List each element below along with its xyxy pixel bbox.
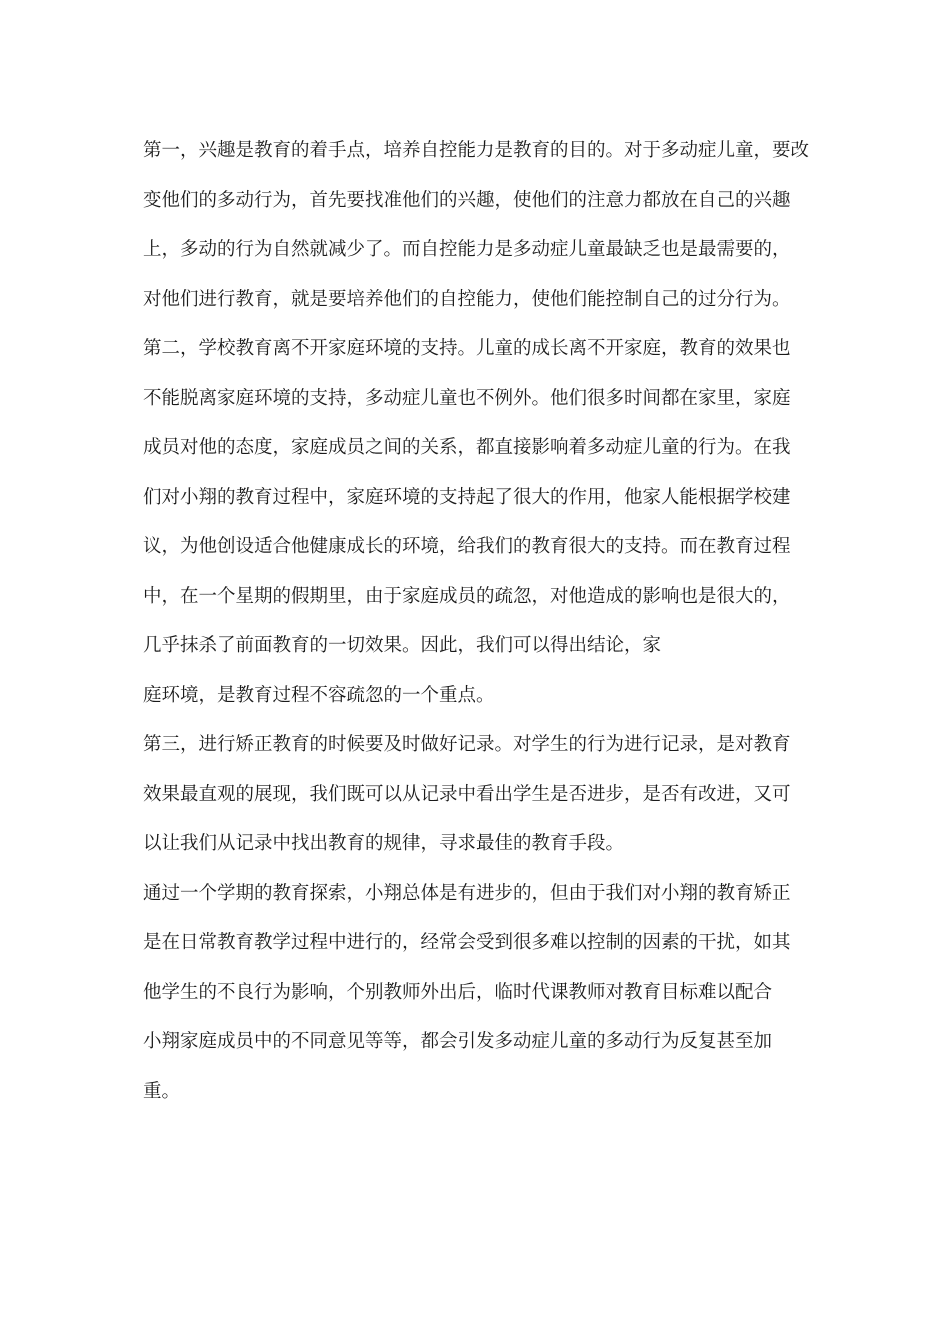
text-line: 重。: [143, 1080, 181, 1102]
text-line: 以让我们从记录中找出教育的规律，寻求最佳的教育手段。: [143, 833, 625, 854]
text-line: 不能脱离家庭环境的支持，多动症儿童也不例外。他们很多时间都在家里，家庭: [143, 387, 791, 409]
text-line: 上，多动的行为自然就减少了。而自控能力是多动症儿童最缺乏也是最需要的，: [143, 239, 791, 260]
text-line: 几乎抹杀了前面教育的一切效果。因此，我们可以得出结论，家: [143, 635, 662, 656]
text-line: 他学生的不良行为影响，个别教师外出后，临时代课教师对教育目标难以配合: [143, 981, 773, 1003]
text-line: 们对小翔的教育过程中，家庭环境的支持起了很大的作用，他家人能根据学校建: [143, 486, 791, 508]
text-line: 第一，兴趣是教育的着手点，培养自控能力是教育的目的。对于多动症儿童，要改: [143, 140, 810, 161]
text-line: 第二，学校教育离不开家庭环境的支持。儿童的成长离不开家庭，教育的效果也: [143, 338, 791, 359]
text-line: 是在日常教育教学过程中进行的，经常会受到很多难以控制的因素的干扰，如其: [143, 932, 791, 953]
text-line: 庭环境，是教育过程不容疏忽的一个重点。: [143, 684, 495, 706]
text-line: 第三，进行矫正教育的时候要及时做好记录。对学生的行为进行记录，是对教育: [143, 734, 791, 755]
text-line: 中，在一个星期的假期里，由于家庭成员的疏忽，对他造成的影响也是很大的，: [143, 585, 791, 607]
text-line: 变他们的多动行为，首先要找准他们的兴趣，使他们的注意力都放在自己的兴趣: [143, 189, 791, 211]
text-line: 议，为他创设适合他健康成长的环境，给我们的教育很大的支持。而在教育过程: [143, 536, 791, 557]
text-line: 成员对他的态度，家庭成员之间的关系，都直接影响着多动症儿童的行为。在我: [143, 437, 791, 458]
document-body: [143, 126, 813, 1116]
text-line: 效果最直观的展现，我们既可以从记录中看出学生是否进步，是否有改进，又可: [143, 783, 791, 805]
text-line: 对他们进行教育，就是要培养他们的自控能力，使他们能控制自己的过分行为。: [143, 288, 791, 310]
text-line: 通过一个学期的教育探索，小翔总体是有进步的，但由于我们对小翔的教育矫正: [143, 882, 791, 904]
text-line: 小翔家庭成员中的不同意见等等，都会引发多动症儿童的多动行为反复甚至加: [143, 1031, 773, 1052]
